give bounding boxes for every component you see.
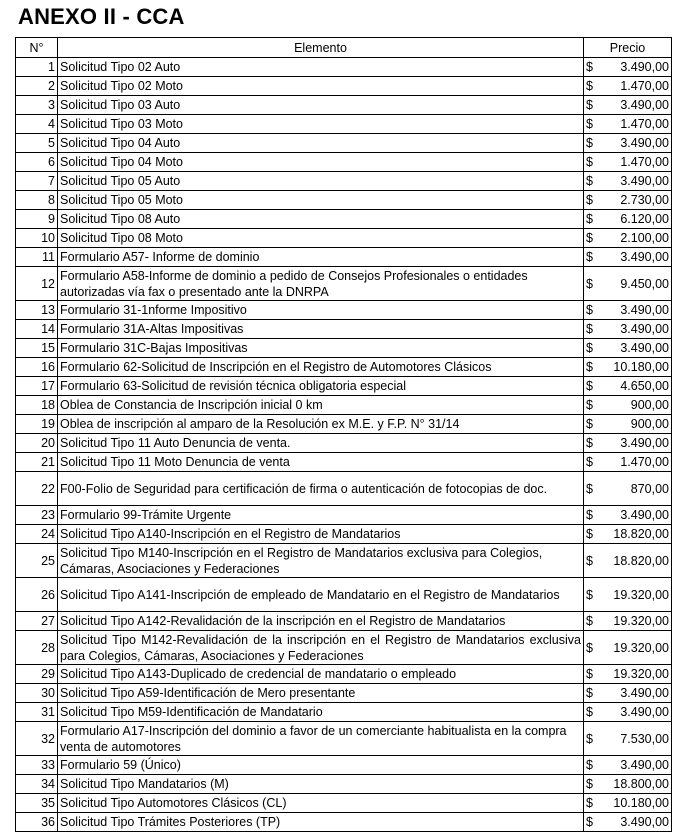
row-element: Formulario 63-Solicitud de revisión técnica obligatoria especial — [58, 377, 584, 396]
row-number: 36 — [16, 813, 58, 832]
row-price — [584, 578, 672, 612]
row-element: Oblea de Constancia de Inscripción inicial 0 km — [58, 396, 584, 415]
currency-symbol: $ — [586, 231, 593, 245]
row-element: Formulario 59 (Único) — [58, 756, 584, 775]
price-amount: 3.490,00 — [620, 508, 669, 522]
price-amount: 3.490,00 — [620, 705, 669, 719]
row-element: Formulario 62-Solicitud de Inscripción en el Registro de Automotores Clásicos — [58, 358, 584, 377]
row-number: 15 — [16, 339, 58, 358]
table-row — [16, 396, 672, 415]
table-row — [16, 301, 672, 320]
table-row — [16, 794, 672, 813]
price-amount: 19.320,00 — [613, 640, 669, 655]
row-number: 1 — [16, 58, 58, 77]
table-row — [16, 506, 672, 525]
row-price — [584, 229, 672, 248]
row-number: 3 — [16, 96, 58, 115]
row-element: Formulario 99-Trámite Urgente — [58, 506, 584, 525]
row-element: Solicitud Tipo 03 Moto — [58, 115, 584, 134]
currency-symbol: $ — [586, 640, 593, 655]
price-amount: 3.490,00 — [620, 341, 669, 355]
row-element: Solicitud Tipo 02 Moto — [58, 77, 584, 96]
row-element: Formulario A57- Informe de dominio — [58, 248, 584, 267]
currency-symbol: $ — [586, 481, 593, 496]
currency-symbol: $ — [586, 341, 593, 355]
row-price — [584, 58, 672, 77]
row-price — [584, 415, 672, 434]
row-price — [584, 320, 672, 339]
currency-symbol: $ — [586, 398, 593, 412]
header-num: N° — [16, 38, 58, 58]
price-amount: 1.470,00 — [620, 455, 669, 469]
row-price — [584, 794, 672, 813]
currency-symbol: $ — [586, 815, 593, 829]
price-amount: 3.490,00 — [620, 686, 669, 700]
currency-symbol: $ — [586, 667, 593, 681]
currency-symbol: $ — [586, 731, 593, 746]
row-element: Oblea de inscripción al amparo de la Resolución ex M.E. y F.P. N° 31/14 — [58, 415, 584, 434]
row-price — [584, 756, 672, 775]
currency-symbol: $ — [586, 417, 593, 431]
row-price — [584, 434, 672, 453]
header-price: Precio — [584, 38, 672, 58]
row-element: Solicitud Tipo A59-Identificación de Mero presentante — [58, 684, 584, 703]
row-number: 10 — [16, 229, 58, 248]
row-number: 8 — [16, 191, 58, 210]
currency-symbol: $ — [586, 614, 593, 628]
row-number: 32 — [16, 722, 58, 756]
row-number: 4 — [16, 115, 58, 134]
row-element: Formulario A58-Informe de dominio a pedido de Consejos Profesionales o entidades autorizadas vía fax o presentado ante la DNRPA — [58, 267, 584, 301]
table-row — [16, 58, 672, 77]
row-price — [584, 210, 672, 229]
row-element: Solicitud Tipo 08 Auto — [58, 210, 584, 229]
currency-symbol: $ — [586, 527, 593, 541]
row-element: F00-Folio de Seguridad para certificación de firma o autenticación de fotocopias de doc. — [58, 472, 584, 506]
table-row — [16, 320, 672, 339]
currency-symbol: $ — [586, 303, 593, 317]
price-amount: 10.180,00 — [613, 360, 669, 374]
row-element: Solicitud Tipo Trámites Posteriores (TP) — [58, 813, 584, 832]
row-price — [584, 813, 672, 832]
table-row — [16, 472, 672, 506]
table-row — [16, 665, 672, 684]
row-element: Formulario 31-1nforme Impositivo — [58, 301, 584, 320]
row-number: 13 — [16, 301, 58, 320]
currency-symbol: $ — [586, 705, 593, 719]
price-amount: 3.490,00 — [620, 303, 669, 317]
price-amount: 3.490,00 — [620, 322, 669, 336]
price-amount: 2.730,00 — [620, 193, 669, 207]
currency-symbol: $ — [586, 212, 593, 226]
row-price — [584, 703, 672, 722]
currency-symbol: $ — [586, 136, 593, 150]
price-amount: 19.320,00 — [613, 587, 669, 602]
price-amount: 18.820,00 — [613, 553, 669, 568]
row-number: 6 — [16, 153, 58, 172]
row-element: Solicitud Tipo 08 Moto — [58, 229, 584, 248]
row-price — [584, 134, 672, 153]
table-row — [16, 339, 672, 358]
table-row — [16, 453, 672, 472]
price-amount: 4.650,00 — [620, 379, 669, 393]
table-row — [16, 153, 672, 172]
price-amount: 3.490,00 — [620, 136, 669, 150]
currency-symbol: $ — [586, 553, 593, 568]
row-element: Solicitud Tipo 03 Auto — [58, 96, 584, 115]
row-element: Formulario A17-Inscripción del dominio a favor de un comerciante habitualista en la compra venta de automotores — [58, 722, 584, 756]
currency-symbol: $ — [586, 98, 593, 112]
price-amount: 3.490,00 — [620, 758, 669, 772]
row-element: Solicitud Tipo A143-Duplicado de credencial de mandatario o empleado — [58, 665, 584, 684]
price-amount: 7.530,00 — [620, 731, 669, 746]
row-element: Solicitud Tipo M140-Inscripción en el Registro de Mandatarios exclusiva para Colegios, Cámaras, Asociaciones y Federaciones — [58, 544, 584, 578]
table-row — [16, 434, 672, 453]
row-element: Solicitud Tipo 04 Moto — [58, 153, 584, 172]
row-number: 26 — [16, 578, 58, 612]
price-amount: 3.490,00 — [620, 60, 669, 74]
row-number: 28 — [16, 631, 58, 665]
row-number: 16 — [16, 358, 58, 377]
price-amount: 3.490,00 — [620, 98, 669, 112]
currency-symbol: $ — [586, 455, 593, 469]
row-price — [584, 612, 672, 631]
price-amount: 18.800,00 — [613, 777, 669, 791]
row-price — [584, 358, 672, 377]
table-row — [16, 578, 672, 612]
table-row — [16, 358, 672, 377]
row-price — [584, 396, 672, 415]
table-row — [16, 172, 672, 191]
row-price — [584, 172, 672, 191]
table-row — [16, 775, 672, 794]
row-element: Solicitud Tipo A141-Inscripción de empleado de Mandatario en el Registro de Mandatarios — [58, 578, 584, 612]
row-number: 18 — [16, 396, 58, 415]
price-amount: 6.120,00 — [620, 212, 669, 226]
price-amount: 19.320,00 — [613, 667, 669, 681]
row-element: Solicitud Tipo 05 Auto — [58, 172, 584, 191]
row-number: 34 — [16, 775, 58, 794]
price-amount: 9.450,00 — [620, 276, 669, 291]
row-number: 23 — [16, 506, 58, 525]
row-number: 9 — [16, 210, 58, 229]
row-price — [584, 267, 672, 301]
currency-symbol: $ — [586, 436, 593, 450]
row-price — [584, 191, 672, 210]
row-element: Solicitud Tipo A142-Revalidación de la inscripción en el Registro de Mandatarios — [58, 612, 584, 631]
row-number: 33 — [16, 756, 58, 775]
row-price — [584, 115, 672, 134]
price-amount: 900,00 — [630, 398, 669, 412]
row-element: Solicitud Tipo 05 Moto — [58, 191, 584, 210]
table-header-row — [16, 38, 672, 58]
price-amount: 3.490,00 — [620, 815, 669, 829]
currency-symbol: $ — [586, 322, 593, 336]
currency-symbol: $ — [586, 758, 593, 772]
row-price — [584, 684, 672, 703]
row-price — [584, 301, 672, 320]
row-price — [584, 248, 672, 267]
price-amount: 870,00 — [630, 481, 669, 496]
row-number: 24 — [16, 525, 58, 544]
row-element: Solicitud Tipo Automotores Clásicos (CL) — [58, 794, 584, 813]
row-number: 25 — [16, 544, 58, 578]
table-row — [16, 229, 672, 248]
row-number: 21 — [16, 453, 58, 472]
currency-symbol: $ — [586, 360, 593, 374]
row-price — [584, 775, 672, 794]
table-row — [16, 415, 672, 434]
row-element: Solicitud Tipo 11 Auto Denuncia de venta. — [58, 434, 584, 453]
table-row — [16, 631, 672, 665]
row-number: 20 — [16, 434, 58, 453]
table-row — [16, 703, 672, 722]
row-element: Solicitud Tipo 04 Auto — [58, 134, 584, 153]
header-element: Elemento — [58, 38, 584, 58]
currency-symbol: $ — [586, 508, 593, 522]
currency-symbol: $ — [586, 193, 593, 207]
table-row — [16, 684, 672, 703]
row-price — [584, 339, 672, 358]
row-number: 30 — [16, 684, 58, 703]
price-amount: 10.180,00 — [613, 796, 669, 810]
currency-symbol: $ — [586, 587, 593, 602]
row-price — [584, 722, 672, 756]
row-number: 12 — [16, 267, 58, 301]
price-amount: 1.470,00 — [620, 155, 669, 169]
row-number: 17 — [16, 377, 58, 396]
table-row — [16, 813, 672, 832]
row-element: Solicitud Tipo M59-Identificación de Mandatario — [58, 703, 584, 722]
price-amount: 1.470,00 — [620, 117, 669, 131]
price-amount: 3.490,00 — [620, 174, 669, 188]
currency-symbol: $ — [586, 250, 593, 264]
price-amount: 3.490,00 — [620, 436, 669, 450]
row-element: Solicitud Tipo 11 Moto Denuncia de venta — [58, 453, 584, 472]
price-amount: 1.470,00 — [620, 79, 669, 93]
row-price — [584, 77, 672, 96]
row-price — [584, 631, 672, 665]
table-row — [16, 191, 672, 210]
table-row — [16, 756, 672, 775]
price-amount: 18.820,00 — [613, 527, 669, 541]
row-number: 2 — [16, 77, 58, 96]
price-amount: 2.100,00 — [620, 231, 669, 245]
row-element: Solicitud Tipo Mandatarios (M) — [58, 775, 584, 794]
table-row — [16, 77, 672, 96]
row-number: 19 — [16, 415, 58, 434]
row-number: 27 — [16, 612, 58, 631]
row-number: 22 — [16, 472, 58, 506]
row-price — [584, 506, 672, 525]
price-amount: 19.320,00 — [613, 614, 669, 628]
table-row — [16, 722, 672, 756]
page-title: ANEXO II - CCA — [18, 4, 185, 29]
table-row — [16, 96, 672, 115]
table-row — [16, 210, 672, 229]
price-amount: 900,00 — [630, 417, 669, 431]
row-element: Solicitud Tipo 02 Auto — [58, 58, 584, 77]
row-price — [584, 665, 672, 684]
currency-symbol: $ — [586, 796, 593, 810]
price-table — [15, 37, 672, 832]
currency-symbol: $ — [586, 155, 593, 169]
row-price — [584, 544, 672, 578]
row-element: Solicitud Tipo M142-Revalidación de la inscripción en el Registro de Mandatarios exclusiva para Colegios, Cámaras, Asociaciones y Federaciones — [58, 631, 584, 665]
table-row — [16, 377, 672, 396]
currency-symbol: $ — [586, 79, 593, 93]
row-number: 5 — [16, 134, 58, 153]
currency-symbol: $ — [586, 686, 593, 700]
table-row — [16, 115, 672, 134]
row-number: 7 — [16, 172, 58, 191]
row-element: Solicitud Tipo A140-Inscripción en el Registro de Mandatarios — [58, 525, 584, 544]
table-row — [16, 525, 672, 544]
row-price — [584, 96, 672, 115]
row-price — [584, 453, 672, 472]
currency-symbol: $ — [586, 777, 593, 791]
row-number: 29 — [16, 665, 58, 684]
currency-symbol: $ — [586, 60, 593, 74]
price-amount: 3.490,00 — [620, 250, 669, 264]
row-price — [584, 525, 672, 544]
table-row — [16, 267, 672, 301]
table-row — [16, 544, 672, 578]
row-element: Formulario 31C-Bajas Impositivas — [58, 339, 584, 358]
row-number: 35 — [16, 794, 58, 813]
table-row — [16, 612, 672, 631]
currency-symbol: $ — [586, 276, 593, 291]
table-row — [16, 248, 672, 267]
row-number: 14 — [16, 320, 58, 339]
row-price — [584, 153, 672, 172]
row-element: Formulario 31A-Altas Impositivas — [58, 320, 584, 339]
table-row — [16, 134, 672, 153]
row-price — [584, 377, 672, 396]
currency-symbol: $ — [586, 117, 593, 131]
currency-symbol: $ — [586, 174, 593, 188]
row-price — [584, 472, 672, 506]
row-number: 31 — [16, 703, 58, 722]
currency-symbol: $ — [586, 379, 593, 393]
row-number: 11 — [16, 248, 58, 267]
